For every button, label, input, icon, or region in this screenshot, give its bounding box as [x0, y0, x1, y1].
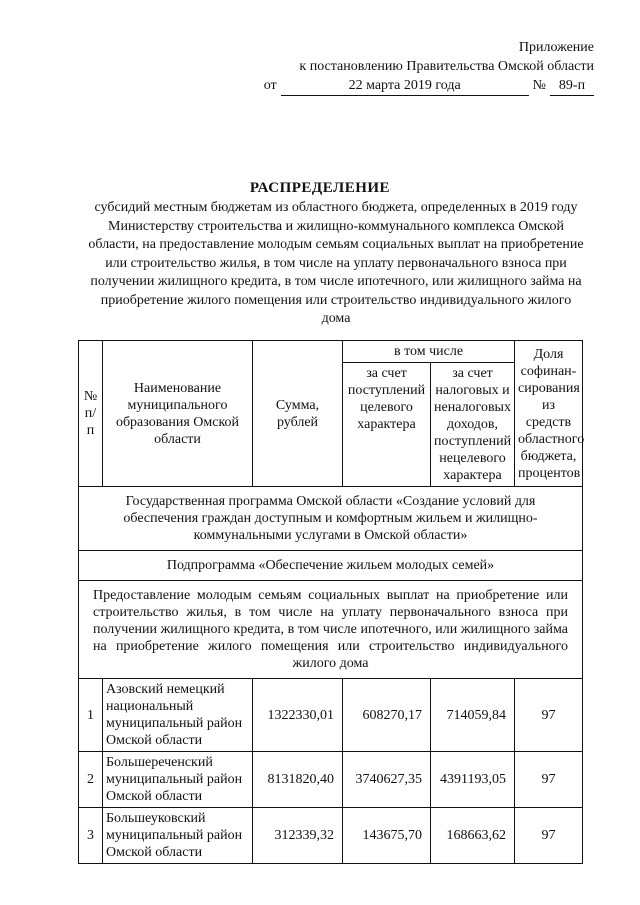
row-targeted: 3740627,35 — [343, 752, 431, 808]
row-tax: 714059,84 — [431, 679, 515, 752]
subprogram-title: Подпрограмма «Обеспечение жильем молодых семей» — [79, 551, 583, 581]
row-sum: 8131820,40 — [253, 752, 343, 808]
appendix-resolution: к постановлению Правительства Омской области — [299, 59, 594, 74]
table-row — [79, 679, 583, 752]
header-sum: Сумма, рублей — [253, 341, 343, 487]
row-share: 97 — [515, 679, 583, 752]
appendix-block — [264, 38, 594, 96]
header-row-1 — [79, 341, 583, 363]
program-row — [79, 487, 583, 551]
row-targeted: 608270,17 — [343, 679, 431, 752]
header-including: в том числе — [343, 341, 515, 363]
row-name: Большереченский муниципальный район Омской области — [103, 752, 253, 808]
row-sum: 1322330,01 — [253, 679, 343, 752]
row-number: 1 — [79, 679, 103, 752]
resolution-date: 22 марта 2019 года — [281, 76, 529, 96]
document-subtitle: субсидий местным бюджетам из областного бюджета, определенных в 2019 году Министерству строительства и жилищно-коммунального комплекса Омской области, на предоставление молодым семьям социальных выплат на приобретение или строительство жилья, в том числе на уплату первоначального взноса при получении жилищного кредита, в том числе ипотечного, или жилищного займа на приобретение жилого помещения или строительство индивидуального жилого дома — [88, 200, 584, 326]
table-row — [79, 752, 583, 808]
resolution-number: 89-п — [550, 76, 594, 96]
row-number: 2 — [79, 752, 103, 808]
row-tax: 4391193,05 — [431, 752, 515, 808]
row-share: 97 — [515, 808, 583, 864]
subprogram-row — [79, 551, 583, 581]
row-name: Азовский немецкий национальный муниципальный район Омской области — [103, 679, 253, 752]
from-label: от — [263, 78, 277, 93]
program-title: Государственная программа Омской области «Создание условий для обеспечения граждан доступным и комфортным жильем и жилищно-коммунальными услугами в Омской области» — [79, 487, 583, 551]
header-targeted: за счет поступлений целевого характера — [343, 363, 431, 487]
table-row — [79, 808, 583, 864]
row-sum: 312339,32 — [253, 808, 343, 864]
header-tax: за счет налоговых и неналоговых доходов, поступлений нецелевого характера — [431, 363, 515, 487]
row-tax: 168663,62 — [431, 808, 515, 864]
header-num: № п/п — [79, 341, 103, 487]
header-share: Доля софинан-сирования из средств областного бюджета, процентов — [515, 341, 583, 487]
row-number: 3 — [79, 808, 103, 864]
measure-row — [79, 581, 583, 679]
distribution-table — [78, 340, 583, 864]
number-label: № — [532, 78, 546, 93]
row-share: 97 — [515, 752, 583, 808]
header-name: Наименование муниципального образования Омской области — [103, 341, 253, 487]
document-title: РАСПРЕДЕЛЕНИЕ — [249, 180, 391, 196]
appendix-title: Приложение — [518, 40, 594, 55]
row-name: Большеуковский муниципальный район Омской области — [103, 808, 253, 864]
row-targeted: 143675,70 — [343, 808, 431, 864]
appendix-date-row — [264, 76, 594, 96]
measure-title: Предоставление молодым семьям социальных выплат на приобретение или строительство жилья, в том числе на уплату первоначального взноса при получении жилищного кредита, в том числе ипотечного, или жилищного займа на приобретение жилого помещения или строительство индивидуального жилого дома — [79, 581, 583, 679]
